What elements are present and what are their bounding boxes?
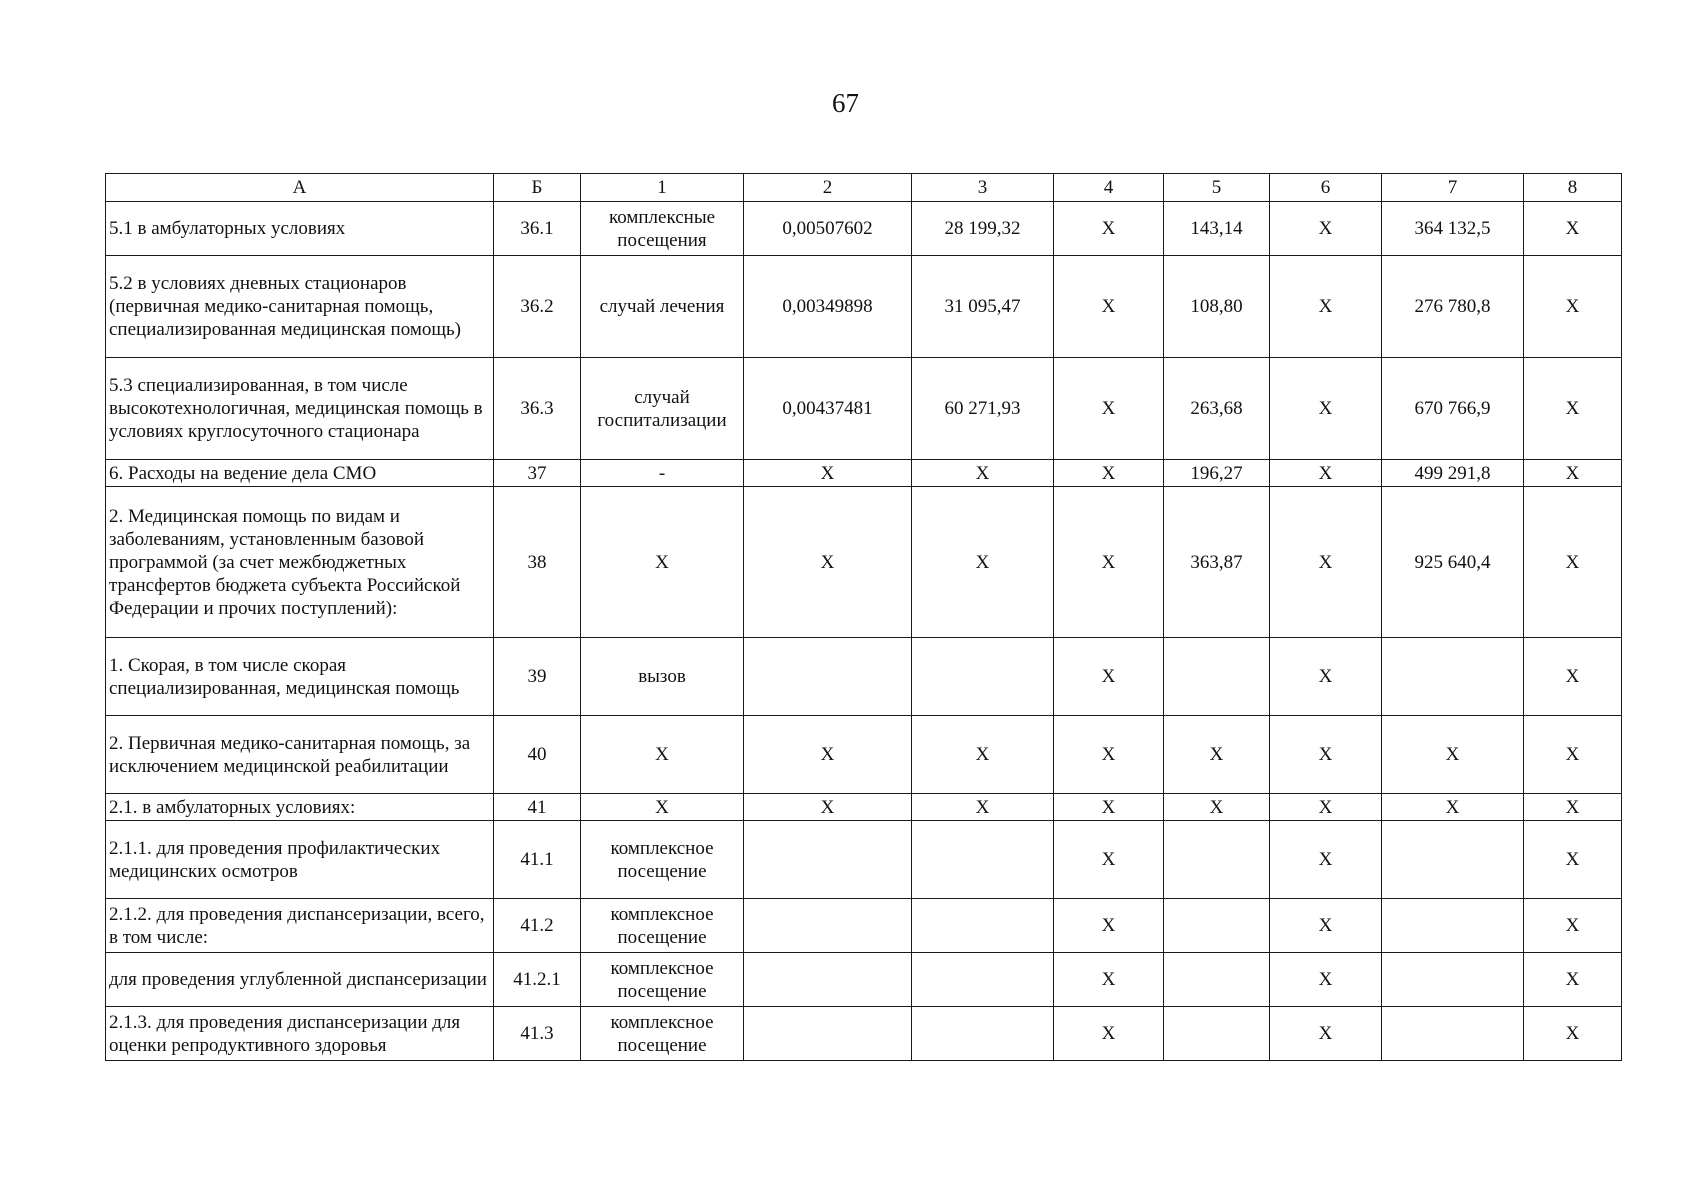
table-cell: 31 095,47 (912, 256, 1054, 358)
table-cell: 0,00349898 (744, 256, 912, 358)
table-cell (744, 821, 912, 899)
table-header-row (106, 174, 1622, 202)
table-cell: X (1054, 202, 1164, 256)
table-cell: 0,00507602 (744, 202, 912, 256)
table-cell: X (1270, 256, 1382, 358)
column-header: 1 (581, 174, 744, 202)
table-cell: X (912, 460, 1054, 487)
table-cell: 670 766,9 (1382, 358, 1524, 460)
table-row (106, 716, 1622, 794)
table-cell: для проведения углубленной диспансеризации (106, 953, 494, 1007)
table-cell: 41.3 (494, 1007, 581, 1061)
table-cell: 6. Расходы на ведение дела СМО (106, 460, 494, 487)
table-cell: 143,14 (1164, 202, 1270, 256)
table-cell: X (1524, 638, 1622, 716)
table-cell (1164, 953, 1270, 1007)
table-row (106, 358, 1622, 460)
table-row (106, 460, 1622, 487)
table-cell: 37 (494, 460, 581, 487)
table-cell: 41 (494, 794, 581, 821)
table-row (106, 899, 1622, 953)
table-cell: комплексное посещение (581, 1007, 744, 1061)
column-header: А (106, 174, 494, 202)
table-cell: X (1164, 794, 1270, 821)
table-cell: 196,27 (1164, 460, 1270, 487)
table-cell: 36.2 (494, 256, 581, 358)
table-cell: X (1054, 821, 1164, 899)
table-cell: 36.1 (494, 202, 581, 256)
table-cell (912, 821, 1054, 899)
table-cell: X (1524, 256, 1622, 358)
table-cell: 41.1 (494, 821, 581, 899)
table-cell: 5.2 в условиях дневных стационаров (первичная медико-санитарная помощь, специализированная медицинская помощь) (106, 256, 494, 358)
table-cell (1382, 899, 1524, 953)
table-cell: X (1054, 638, 1164, 716)
column-header: 2 (744, 174, 912, 202)
table-cell (744, 638, 912, 716)
table-cell (912, 899, 1054, 953)
table-row (106, 256, 1622, 358)
table-cell: X (1524, 487, 1622, 638)
table-cell: X (744, 716, 912, 794)
table-cell: X (1270, 899, 1382, 953)
table-row (106, 487, 1622, 638)
table-cell: X (581, 487, 744, 638)
table-cell (1382, 638, 1524, 716)
table-cell: 2.1. в амбулаторных условиях: (106, 794, 494, 821)
table-cell: X (1270, 638, 1382, 716)
table-cell: X (1054, 794, 1164, 821)
table-row (106, 202, 1622, 256)
table-cell: 5.1 в амбулаторных условиях (106, 202, 494, 256)
table-cell: комплексное посещение (581, 821, 744, 899)
column-header: 6 (1270, 174, 1382, 202)
column-header: Б (494, 174, 581, 202)
table-cell (744, 899, 912, 953)
table-cell: X (1270, 202, 1382, 256)
table-cell: 28 199,32 (912, 202, 1054, 256)
table-cell: X (1270, 1007, 1382, 1061)
table-cell (744, 953, 912, 1007)
table-cell: X (1054, 358, 1164, 460)
table-cell: X (1382, 794, 1524, 821)
table-cell: X (1270, 794, 1382, 821)
table-cell: X (1524, 460, 1622, 487)
table-cell: X (1524, 794, 1622, 821)
table-cell: X (1524, 953, 1622, 1007)
table-cell: X (1270, 821, 1382, 899)
table-cell (912, 638, 1054, 716)
table-cell: X (1054, 716, 1164, 794)
table-cell: X (1270, 716, 1382, 794)
table-cell: 5.3 специализированная, в том числе высокотехнологичная, медицинская помощь в условиях круглосуточного стационара (106, 358, 494, 460)
table-cell (1382, 953, 1524, 1007)
table-cell: X (1270, 358, 1382, 460)
table-cell: случай госпитализации (581, 358, 744, 460)
table-cell: 41.2 (494, 899, 581, 953)
table-cell: X (1524, 821, 1622, 899)
table-cell: 38 (494, 487, 581, 638)
table-row (106, 638, 1622, 716)
table-cell: X (1054, 460, 1164, 487)
table-cell: X (1524, 716, 1622, 794)
table-cell: X (1054, 256, 1164, 358)
table-cell: 39 (494, 638, 581, 716)
table-cell: 60 271,93 (912, 358, 1054, 460)
table-cell: 364 132,5 (1382, 202, 1524, 256)
table-cell: X (1164, 716, 1270, 794)
table-cell: 263,68 (1164, 358, 1270, 460)
table-cell: X (581, 716, 744, 794)
table-cell: X (1382, 716, 1524, 794)
table-cell: X (1054, 487, 1164, 638)
table-row (106, 1007, 1622, 1061)
page-number: 67 (832, 88, 859, 118)
table-cell: 36.3 (494, 358, 581, 460)
table-cell: вызов (581, 638, 744, 716)
table-cell: 2.1.3. для проведения диспансеризации для оценки репродуктивного здоровья (106, 1007, 494, 1061)
table-cell: X (744, 794, 912, 821)
table-cell: X (1054, 953, 1164, 1007)
table-cell: X (744, 487, 912, 638)
table-cell: X (912, 487, 1054, 638)
column-header: 8 (1524, 174, 1622, 202)
column-header: 4 (1054, 174, 1164, 202)
table-cell: X (744, 460, 912, 487)
data-table (105, 173, 1622, 1061)
table-row (106, 821, 1622, 899)
table-cell (1382, 1007, 1524, 1061)
table-cell: комплексные посещения (581, 202, 744, 256)
table-cell: X (1054, 1007, 1164, 1061)
table-cell (912, 953, 1054, 1007)
table-cell: X (1270, 953, 1382, 1007)
table-cell: X (1524, 202, 1622, 256)
table-cell: 925 640,4 (1382, 487, 1524, 638)
table-cell: 2. Медицинская помощь по видам и заболеваниям, установленным базовой программой (за счет межбюджетных трансфертов бюджета субъекта Российской Федерации и прочих поступлений): (106, 487, 494, 638)
table-cell: случай лечения (581, 256, 744, 358)
table-cell: X (1524, 1007, 1622, 1061)
table-cell: - (581, 460, 744, 487)
table-cell: 499 291,8 (1382, 460, 1524, 487)
table-cell (1164, 899, 1270, 953)
table-cell: X (912, 794, 1054, 821)
table-cell (1164, 638, 1270, 716)
table-cell: 1. Скорая, в том числе скорая специализированная, медицинская помощь (106, 638, 494, 716)
table-cell: 0,00437481 (744, 358, 912, 460)
table-cell: X (1054, 899, 1164, 953)
table-cell (912, 1007, 1054, 1061)
table-cell: X (581, 794, 744, 821)
column-header: 5 (1164, 174, 1270, 202)
column-header: 3 (912, 174, 1054, 202)
table-cell: 108,80 (1164, 256, 1270, 358)
table-cell: X (1270, 487, 1382, 638)
table-cell: 276 780,8 (1382, 256, 1524, 358)
table-cell: X (1524, 358, 1622, 460)
table-cell: X (1270, 460, 1382, 487)
column-header: 7 (1382, 174, 1524, 202)
table-cell (1164, 1007, 1270, 1061)
table-cell (1382, 821, 1524, 899)
table-cell: X (1524, 899, 1622, 953)
table-cell: 2.1.1. для проведения профилактических медицинских осмотров (106, 821, 494, 899)
table-row (106, 794, 1622, 821)
table-cell: X (912, 716, 1054, 794)
table-cell (744, 1007, 912, 1061)
table-cell: 41.2.1 (494, 953, 581, 1007)
table-cell: 363,87 (1164, 487, 1270, 638)
table-cell: комплексное посещение (581, 953, 744, 1007)
table-row (106, 953, 1622, 1007)
table-cell: 2. Первичная медико-санитарная помощь, за исключением медицинской реабилитации (106, 716, 494, 794)
table-cell (1164, 821, 1270, 899)
table-cell: 40 (494, 716, 581, 794)
table-cell: 2.1.2. для проведения диспансеризации, всего, в том числе: (106, 899, 494, 953)
table-cell: комплексное посещение (581, 899, 744, 953)
